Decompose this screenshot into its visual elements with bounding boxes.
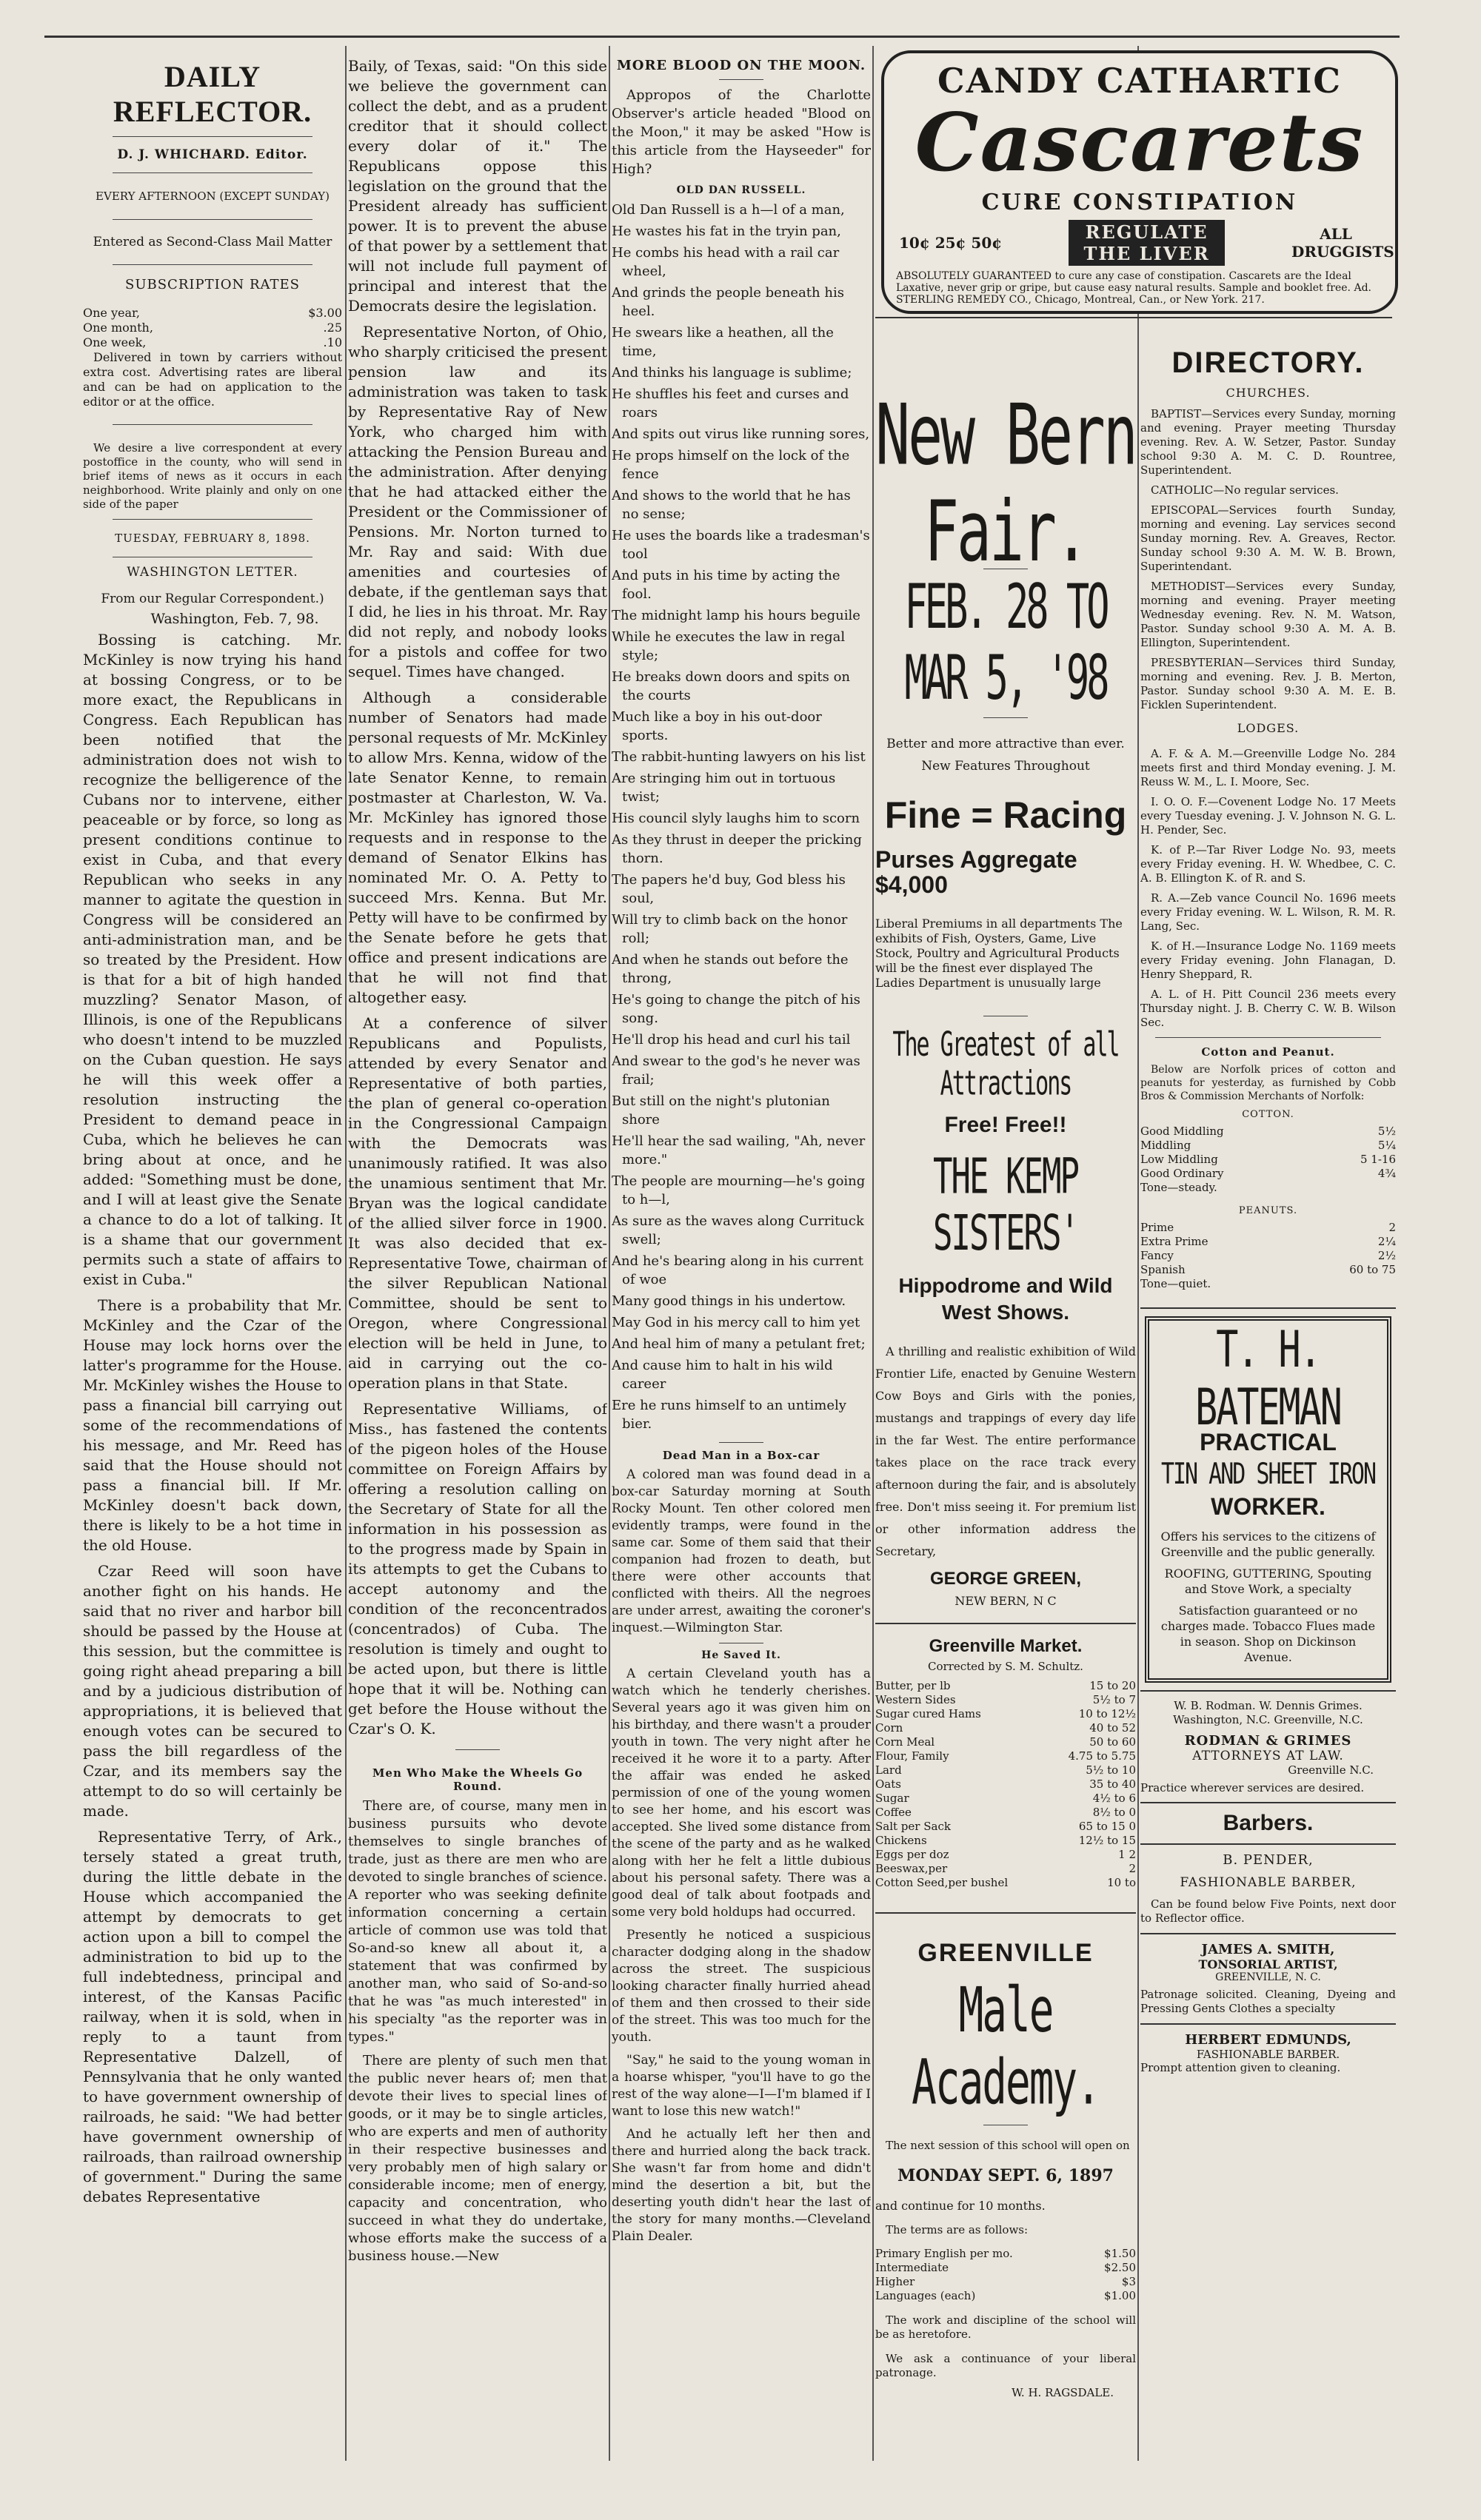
poem-line: But still on the night's plutonian shore bbox=[612, 1093, 830, 1127]
fair-attractions: The Greatest of all Attractions bbox=[892, 1025, 1119, 1104]
pender-text: Can be found below Five Points, next door to Reflector office. bbox=[1140, 1897, 1396, 1925]
fair-premiums: Liberal Premiums in all departments The exhibits of Fish, Oysters, Game, Live Stock, Poultry and Agricultural Products will be the finest ever displayed The Ladies Department is unusually large bbox=[875, 916, 1123, 990]
academy-sub: Male Academy. bbox=[912, 1974, 1100, 2119]
poem-line: He'll drop his head and curl his tail bbox=[612, 1032, 851, 1048]
bateman-roofing: ROOFING, GUTTERING, Spouting and Stove Work, a specialty bbox=[1164, 1566, 1372, 1596]
pender-name: B. PENDER, bbox=[1223, 1852, 1314, 1868]
market-row: Lard 5½ to 10 bbox=[875, 1763, 1136, 1777]
church-entry: BAPTIST—Services every Sunday, morning and evening. Prayer meeting Thursday evening. Rev. A. W. Setzer, Pastor. Sunday school 9:30 A. M. C. D. Rountree, Superintendent. bbox=[1140, 407, 1396, 477]
cotton-row: Low Middling 5 1-16 bbox=[1140, 1153, 1396, 1166]
moon-intro: Appropos of the Charlotte Observer's article headed "Blood on the Moon," it may be asked "How is this article from the Hayseeder" for High? bbox=[612, 87, 871, 177]
cotton-table bbox=[1140, 1125, 1396, 1195]
bateman-satisfaction: Satisfaction guaranteed or no charges made. Tobacco Flues made in season. Shop on Dickinson Avenue. bbox=[1160, 1604, 1376, 1664]
market-row: Salt per Sack 65 to 15 0 bbox=[875, 1820, 1136, 1833]
cascarets-guarantee: ABSOLUTELY GUARANTEED to cure any case of constipation. Cascarets are the Ideal Laxative, never grip or gripe, but cause easy natural results. Sample and booklet free. Ad. STERLING REMEDY CO., Chicago, Montreal, Can., or New York. 217. bbox=[896, 270, 1371, 306]
poem-line: He props himself on the lock of the fence bbox=[612, 448, 850, 482]
cascarets-druggists: ALL DRUGGISTS bbox=[1291, 225, 1394, 261]
fair-kemp: THE KEMP SISTERS' bbox=[933, 1148, 1078, 1262]
masthead-title: DAILY REFLECTOR. bbox=[113, 60, 312, 128]
fair-title: New Bern Fair. bbox=[875, 387, 1136, 581]
academy-rates bbox=[875, 2247, 1136, 2303]
academy-rate-row: Languages (each) $1.00 bbox=[875, 2289, 1136, 2302]
smith-name: JAMES A. SMITH, bbox=[1201, 1942, 1335, 1957]
market-row: Corn Meal 50 to 60 bbox=[875, 1735, 1136, 1749]
directory-title: DIRECTORY. bbox=[1171, 346, 1365, 379]
poem-line: As they thrust in deeper the pricking thorn. bbox=[612, 832, 862, 866]
peanut-row: Prime 2 bbox=[1140, 1221, 1396, 1234]
poem-line: He wastes his fat in the tryin pan, bbox=[612, 224, 841, 239]
poem-line: He combs his head with a rail car wheel, bbox=[612, 245, 840, 279]
rodman-names: W. B. Rodman. W. Dennis Grimes. Washington, N.C. Greenville, N.C. bbox=[1173, 1699, 1363, 1726]
poem-line: May God in his mercy call to him yet bbox=[612, 1315, 860, 1330]
church-entry: METHODIST—Services every Sunday, morning and evening. Prayer meeting Wednesday evening. Rev. N. M. Watson, Pastor. Sunday school 9:30 A. M. A. B. Ellington, Superintendent. bbox=[1140, 580, 1396, 649]
rates-note: Delivered in town by carriers without extra cost. Advertising rates are liberal and can be had on application to the editor or at the office. bbox=[83, 350, 342, 409]
saved-heading: He Saved It. bbox=[701, 1649, 781, 1661]
peanut-row: Tone—quiet. bbox=[1140, 1277, 1211, 1290]
cascarets-band: REGULATE THE LIVER bbox=[1069, 220, 1225, 266]
academy-rate-row: Primary English per mo. $1.50 bbox=[875, 2247, 1136, 2260]
fair-secretary: GEORGE GREEN, bbox=[929, 1569, 1082, 1589]
market-row: Sugar cured Hams 10 to 12½ bbox=[875, 1707, 1136, 1720]
washington-paragraph: Baily, of Texas, said: "On this side we believe the government can collect the debt, and as a prudent creditor that it should collect every dolar of it." The Republicans oppose this legislation on the ground that the President already has sufficient power. It is to prevent the abuse of that power by a settlement that will not include full payment of principal and interest that the Democrats desire the legislation. bbox=[348, 57, 607, 315]
poem-line: He swears like a heathen, all the time, bbox=[612, 325, 834, 359]
bateman-name: T. H. BATEMAN bbox=[1195, 1320, 1341, 1437]
column-1 bbox=[83, 46, 342, 2213]
lodge-entry: I. O. O. F.—Covenent Lodge No. 17 Meets every Tuesday evening. J. V. Johnson N. G. L. H. Pender, Sec. bbox=[1140, 795, 1396, 837]
poem-line: Many good things in his undertow. bbox=[612, 1293, 846, 1309]
poem-line: And swear to the god's he never was frail; bbox=[612, 1053, 860, 1088]
ad-separator bbox=[875, 317, 1392, 318]
poem-line: Are stringing him out in tortuous twist; bbox=[612, 771, 836, 805]
market-row: Corn 40 to 52 bbox=[875, 1721, 1136, 1735]
rodman-firm: RODMAN & GRIMES bbox=[1184, 1733, 1352, 1749]
washington-heading: WASHINGTON LETTER. bbox=[127, 565, 298, 580]
edmunds-title: FASHIONABLE BARBER. bbox=[1196, 2048, 1340, 2061]
lodge-entry: K. of P.—Tar River Lodge No. 93, meets every Friday evening. H. W. Whedbee, C. C. A. B. Ellington K. of R. and S. bbox=[1140, 843, 1396, 885]
boxcar-text: A colored man was found dead in a box-car Saturday morning at South Rocky Mount. Ten other colored men evidently tramps, were found in the same car. Some of them said that their companion had frozen to death, but there were other accounts that conflicted with theirs. All the negroes are under arrest, awaiting the coroner's inquest.—Wilmington Star. bbox=[612, 1467, 871, 1635]
market-row: Cotton Seed,per bushel 10 to bbox=[875, 1876, 1136, 1889]
poem-line: And puts in his time by acting the fool. bbox=[612, 568, 840, 602]
lodge-entry: K. of H.—Insurance Lodge No. 1169 meets every Friday evening. John Flanagan, D. Henry Sheppard, R. bbox=[1140, 939, 1396, 981]
poem-line: His council slyly laughs him to scorn bbox=[612, 811, 860, 826]
edmunds-name: HERBERT EDMUNDS, bbox=[1185, 2032, 1351, 2048]
washington-from: From our Regular Correspondent.) bbox=[101, 592, 324, 606]
academy-signed: W. H. RAGSDALE. bbox=[1012, 2386, 1114, 2399]
column-divider bbox=[609, 46, 610, 2461]
academy-discipline: The work and discipline of the school will be as heretofore. bbox=[875, 2313, 1136, 2341]
washington-paragraph: Czar Reed will soon have another fight on his hands. He said that no river and harbor bill should be passed by the House at this session, but the committee is going right ahead preparing a bill and by a judicious distribution of appropriations, it is believed that enough votes can be secured to pass the bill regardless of the Czar, and its members say the attempt to do so will certainly be made. bbox=[83, 1562, 342, 1820]
edmunds-text: Prompt attention given to cleaning. bbox=[1140, 2061, 1341, 2074]
masthead-entered: Entered as Second-Class Mail Matter bbox=[93, 235, 332, 249]
cascarets-top: CANDY CATHARTIC bbox=[937, 61, 1343, 101]
poem-line: He breaks down doors and spits on the courts bbox=[612, 669, 850, 703]
washington-paragraph: At a conference of silver Republicans and Populists, attended by every Senator and Representative of both parties, the plan of general co-operation in the Congressional Campaign with the Democrats was unanimously ratified. It was also the unamious sentiment that Mr. Bryan was the logical candidate of the allied silver force in 1900. It was also decided that ex-Representative Towe, chairman of the silver Republican National Committee, should be sent to Oregon, where Congressional election will be held in June, to aid in carrying out the co-operation plans in that State. bbox=[348, 1014, 607, 1392]
column-2 bbox=[348, 56, 607, 2271]
column-5 bbox=[1140, 333, 1396, 2081]
poem-line: Ere he runs himself to an untimely bier. bbox=[612, 1398, 846, 1432]
column-divider bbox=[345, 46, 347, 2461]
column-divider bbox=[872, 46, 874, 2461]
market-row: Eggs per doz 1 2 bbox=[875, 1848, 1136, 1861]
poem-line: He shuffles his feet and curses and roars bbox=[612, 386, 849, 420]
poem-line: Will try to climb back on the honor roll; bbox=[612, 912, 848, 946]
peanut-table bbox=[1140, 1221, 1396, 1291]
poem-line: The people are mourning—he's going to h—l, bbox=[612, 1173, 866, 1207]
masthead-editor: D. J. WHICHARD. Editor. bbox=[117, 147, 308, 162]
bateman-offers: Offers his services to the citizens of Greenville and the public generally. bbox=[1160, 1529, 1376, 1559]
cotton-row: Good Ordinary 4¾ bbox=[1140, 1167, 1396, 1180]
wheels-heading: Men Who Make the Wheels Go Round. bbox=[372, 1766, 584, 1793]
saved-paragraph: Presently he noticed a suspicious character dodging along in the shadow across the street. The suspicious looking character finally hurried ahead of them and then crossed to their side of the street. This was too much for the youth. bbox=[612, 1928, 871, 2045]
rates-heading: SUBSCRIPTION RATES bbox=[125, 277, 300, 292]
market-heading: Greenville Market. bbox=[929, 1636, 1083, 1656]
smith-place: GREENVILLE, N. C. bbox=[1215, 1971, 1321, 1983]
poem bbox=[612, 201, 871, 1433]
cotton-row: Good Middling 5½ bbox=[1140, 1125, 1396, 1138]
cascarets-cure: CURE CONSTIPATION bbox=[981, 190, 1298, 215]
moon-subheading: OLD DAN RUSSELL. bbox=[676, 184, 806, 196]
lodge-entry: A. F. & A. M.—Greenville Lodge No. 284 meets first and third Monday evening. J. M. Reuss W. M., L. I. Moore, Sec. bbox=[1140, 747, 1396, 788]
academy-date: MONDAY SEPT. 6, 1897 bbox=[897, 2166, 1114, 2185]
market-row: Chickens 12½ to 15 bbox=[875, 1834, 1136, 1847]
lodges-heading: LODGES. bbox=[1237, 721, 1300, 735]
market-row: Coffee 8½ to 0 bbox=[875, 1806, 1136, 1819]
cascarets-ad bbox=[881, 50, 1398, 314]
washington-paragraph: Representative Terry, of Ark., tersely stated a great truth, during the little debate in the House which accompanied the attempt by democrats to get action upon a bill to compel the administration to bid up to the full indebtedness, principal and interest, of the Kansas Pacific railway, when it is sold, when in reply to a taunt from Representative Dalzell, of Pennsylvania that he only wanted to have government ownership of railroads, he said: "We had better have government ownership of railroads, than railroad ownership of government." During the same debates Representative bbox=[83, 1828, 342, 2205]
saved-paragraph: And he actually left her then and there and hurried along the back track. She wasn't far from home and didn't mind the desertion a bit, but the deserting youth didn't hear the last of the story for many months.—Cleveland Plain Dealer. bbox=[612, 2127, 871, 2244]
peanut-row: Extra Prime 2¼ bbox=[1140, 1235, 1396, 1248]
churches-heading: CHURCHES. bbox=[1226, 386, 1311, 400]
cotton-row: Middling 5¼ bbox=[1140, 1139, 1396, 1152]
moon-heading: MORE BLOOD ON THE MOON. bbox=[616, 58, 866, 73]
poem-line: And cause him to halt in his wild career bbox=[612, 1358, 833, 1392]
cotton-heading: Cotton and Peanut. bbox=[1201, 1045, 1335, 1059]
academy-terms: The terms are as follows: bbox=[886, 2223, 1029, 2236]
fair-thrilling: A thrilling and realistic exhibition of Wild Frontier Life, enacted by Genuine Western Cow Boys and Girls with the ponies, mustangs and trappings of every day life in the far West. The entire performance takes place on the race track every afternoon during the fair, and is absolutely free. Don't miss seeing it. For premium list or other information address the Secretary, bbox=[875, 1344, 1136, 1558]
cascarets-name: Cascarets bbox=[915, 96, 1365, 190]
academy-session: The next session of this school will open on bbox=[886, 2139, 1130, 2152]
rate-row: One week, .10 bbox=[83, 335, 342, 349]
top-rule bbox=[44, 36, 1400, 38]
church-entry: CATHOLIC—No regular services. bbox=[1151, 483, 1339, 497]
cascarets-prices: 10¢ 25¢ 50¢ bbox=[899, 234, 1003, 252]
poem-line: As sure as the waves along Currituck swell; bbox=[612, 1213, 864, 1247]
fair-dates: FEB. 28 TO MAR 5, '98 bbox=[904, 572, 1107, 714]
smith-title: TONSORIAL ARTIST, bbox=[1198, 1957, 1338, 1971]
saved-paragraph: A certain Cleveland youth has a watch which he tenderly cherishes. Several years ago it was given him on his birthday, and there wasn't a prouder youth in town. The very night after he received it he wore it to a party. After the affair was ended he asked permission of one of the young women to see her home, and his escort was accepted. She lived some distance from the scene of the party and as he walked along with her he felt a little dubious about his personal safety. There was a good deal of talk about footpads and some very bold holdups had occurred. bbox=[612, 1666, 871, 1920]
poem-line: He's going to change the pitch of his song. bbox=[612, 992, 860, 1026]
peanut-row: Spanish 60 to 75 bbox=[1140, 1263, 1396, 1276]
peanut-row: Fancy 2½ bbox=[1140, 1249, 1396, 1262]
academy-name: GREENVILLE bbox=[917, 1939, 1094, 1967]
pender-title: FASHIONABLE BARBER, bbox=[1180, 1875, 1357, 1890]
correspondent-note: We desire a live correspondent at every postoffice in the county, who will send in brief items of news as it occurs in each neighborhood. Write plainly and only on one side of the paper bbox=[83, 441, 342, 511]
poem-line: He'll hear the sad wailing, "Ah, never more." bbox=[612, 1133, 866, 1167]
smith-text: Patronage solicited. Cleaning, Dyeing and Pressing Gents Clothes a specialty bbox=[1140, 1988, 1396, 2015]
lodge-entry: R. A.—Zeb vance Council No. 1696 meets every Friday evening. W. L. Wilson, R. M. R. Lang, Sec. bbox=[1140, 891, 1396, 933]
fair-purses: Purses Aggregate $4,000 bbox=[875, 846, 1077, 898]
washington-paragraph: Although a considerable number of Senators had made personal requests of Mr. McKinley to allow Mrs. Kenna, widow of the late Senator Kenne, to remain postmaster at Charleston, W. Va. Mr. McKinley has ignored those requests and in response to the demand of Senator Elkins has nominated Mr. O. A. Petty to succeed Mrs. Kenna. But Mr. Petty will have to be confirmed by the Senate before he gets that office and present indications are that he will not find that altogether easy. bbox=[348, 688, 607, 1006]
rate-row: One month, .25 bbox=[83, 321, 342, 335]
poem-line: Much like a boy in his out-door sports. bbox=[612, 709, 822, 743]
poem-line: And shows to the world that he has no sense; bbox=[612, 488, 851, 522]
poem-line: And he's bearing along in his current of woe bbox=[612, 1253, 863, 1287]
poem-line: And grinds the people beneath his heel. bbox=[612, 285, 844, 319]
poem-line: And when he stands out before the throng, bbox=[612, 952, 849, 986]
bateman-ad bbox=[1145, 1316, 1391, 1683]
poem-line: Old Dan Russell is a h—l of a man, bbox=[612, 202, 845, 218]
saved-paragraph: "Say," he said to the young woman in a hoarse whisper, "you'll have to go the rest of the way alone—I—I'm blamed if I want to lose this new watch!" bbox=[612, 2053, 871, 2119]
washington-paragraph: There is a probability that Mr. McKinley and the Czar of the House may lock horns over the latter's programme for the House. Mr. McKinley wishes the House to pass a financial bill carrying out some of the recommendations of his message, and Mr. Reed has said that the House should not pass a financial bill. If Mr. McKinley doesn't back down, there is likely to be a hot time in the old House. bbox=[83, 1296, 342, 1554]
rodman-place: Greenville N.C. bbox=[1288, 1763, 1374, 1777]
washington-paragraph: Representative Williams, of Miss., has fastened the contents of the pigeon holes of the House committee on Foreign Affairs by offering a resolution calling on the Secretary of State for all the information in his possession as to the progress made by Spain in its attempts to get the Cubans to accept autonomy and the condition of the reconcentrados (concentrados) of Cuba. The resolution is timely and ought to be acted upon, but there is little hope that it will be. Nothing can get before the House without the Czar's O. K. bbox=[348, 1400, 607, 1737]
market-corrected: Corrected by S. M. Schultz. bbox=[928, 1660, 1083, 1673]
market-row: Flour, Family 4.75 to 5.75 bbox=[875, 1749, 1136, 1763]
lodge-entry: A. L. of H. Pitt Council 236 meets every Thursday night. J. B. Cherry C. W. B. Wilson Sec. bbox=[1140, 988, 1396, 1029]
poem-line: While he executes the law in regal style; bbox=[612, 629, 846, 663]
market-table bbox=[875, 1679, 1136, 1890]
poem-line: He uses the boards like a tradesman's tool bbox=[612, 528, 870, 562]
fair-place: NEW BERN, N C bbox=[955, 1594, 1057, 1608]
academy-patronage: We ask a continuance of your liberal patronage. bbox=[875, 2352, 1136, 2379]
issue-date: TUESDAY, FEBRUARY 8, 1898. bbox=[115, 532, 310, 545]
market-row: Oats 35 to 40 bbox=[875, 1777, 1136, 1791]
washington-paragraph: Representative Norton, of Ohio, who sharply criticised the present pension law and its administration was taken to task by Representative Ray of New York, who charged him with attacking the Pension Bureau and the administration. After denying that he had attacked either the President or the Commissioner of Pensions. Mr. Norton turned to Mr. Ray and said: With due amenities and courtesies of debate, if the gentleman says that I did, he lies in his throat. Mr. Ray did not reply, and nobody looks for a pistols and coffee for two sequel. Times have changed. bbox=[348, 323, 607, 680]
market-row: Beeswax,per 2 bbox=[875, 1862, 1136, 1875]
bateman-tin: TIN AND SHEET IRON bbox=[1160, 1457, 1376, 1492]
wheels-paragraph: There are plenty of such men that the public never hears of; men that devote their lives to special lines of goods, or it may be to single articles, who are experts and men of authority in their respective businesses and very probably men of high salary or considerable income; men of energy, capacity and concentration, who succeed in what they do undertake, whose efforts make the success of a business house.—New bbox=[348, 2053, 607, 2264]
cotton-note: Below are Norfolk prices of cotton and peanuts for yesterday, as furnished by Cobb Bros & Commission Merchants of Norfolk: bbox=[1140, 1064, 1396, 1102]
market-row: Sugar 4½ to 6 bbox=[875, 1792, 1136, 1805]
church-entry: EPISCOPAL—Services fourth Sunday, morning and evening. Lay services second Sunday morning. Rev. A. Greaves, Rector. Sunday school 9:30 A. M. W. B. Brown, Superintendant. bbox=[1140, 503, 1396, 573]
academy-rate-row: Intermediate $2.50 bbox=[875, 2261, 1136, 2274]
fair-better: Better and more attractive than ever. New Features Throughout bbox=[886, 737, 1125, 774]
fair-racing: Fine = Racing bbox=[884, 794, 1127, 836]
poem-line: And heal him of many a petulant fret; bbox=[612, 1336, 866, 1352]
barbers-heading: Barbers. bbox=[1223, 1811, 1314, 1835]
poem-line: And spits out virus like running sores, bbox=[612, 426, 870, 442]
academy-months: and continue for 10 months. bbox=[875, 2199, 1046, 2213]
bateman-practical: PRACTICAL bbox=[1200, 1429, 1337, 1455]
column-4 bbox=[875, 333, 1136, 2399]
poem-line: And thinks his language is sublime; bbox=[612, 365, 852, 381]
cotton-subheading: COTTON. bbox=[1242, 1109, 1294, 1120]
wheels-paragraph: There are, of course, many men in business pursuits who devote themselves to single branches of trade, just as there are men who are devoted to single branches of science. A reporter who was seeking definite information concerning a certain article of common use was told that So-and-so knew all about it, a statement that was confirmed by another man, who said of So-and-so that he was "as much interested" in his specialty "as the reporter was in types." bbox=[348, 1798, 607, 2045]
church-entry: PRESBYTERIAN—Services third Sunday, morning and evening. Rev. J. B. Merton, Pastor. Sunday school 9:30 A. M. E. B. Ficklen Superintendent. bbox=[1140, 656, 1396, 711]
rodman-practice: Practice wherever services are desired. bbox=[1140, 1781, 1365, 1795]
market-row: Western Sides 5½ to 7 bbox=[875, 1693, 1136, 1706]
market-row: Butter, per lb 15 to 20 bbox=[875, 1679, 1136, 1692]
cotton-row: Tone—steady. bbox=[1140, 1181, 1217, 1194]
boxcar-heading: Dead Man in a Box-car bbox=[662, 1449, 820, 1462]
fair-hippodrome: Hippodrome and Wild West Shows. bbox=[898, 1274, 1113, 1324]
washington-paragraph: Bossing is catching. Mr. McKinley is now trying his hand at bossing Congress, or to be more exact, the Republicans in Congress. Each Republican has been notified that the administration does not wish to recognize the belligerence of the Cubans nor to intervene, either peaceable or by force, so long as present conditions continue to exist in Cuba, and that every Republican who seeks in any manner to agitate the question in Congress will be considered an anti-administration man, and be so treated by the President. How is that for a bit of high handed muzzling? Senator Mason, of Illinois, is one of the Republicans who doesn't intend to be muzzled on the Cuban question. He says he will this week offer a resolution instructing the President to demand peace in Cuba, which he believes he can bring about at once, and he added: "Something must be done, and I will at least give the Senate a chance to do a lot of talking. It is a shame that our government permits such a state of affairs to exist in Cuba." bbox=[83, 631, 342, 1288]
masthead-schedule: EVERY AFTERNOON (EXCEPT SUNDAY) bbox=[96, 190, 330, 203]
poem-line: The midnight lamp his hours beguile bbox=[612, 608, 860, 623]
poem-line: The rabbit-hunting lawyers on his list bbox=[612, 749, 866, 765]
rodman-title: ATTORNEYS AT LAW. bbox=[1192, 1749, 1344, 1763]
bateman-worker: WORKER. bbox=[1211, 1493, 1325, 1520]
rate-row: One year, $3.00 bbox=[83, 306, 342, 320]
washington-dateline: Washington, Feb. 7, 98. bbox=[150, 611, 319, 627]
fair-free: Free! Free!! bbox=[944, 1113, 1067, 1137]
column-divider bbox=[1137, 46, 1139, 2461]
peanut-subheading: PEANUTS. bbox=[1238, 1205, 1298, 1216]
poem-line: The papers he'd buy, God bless his soul, bbox=[612, 872, 846, 906]
academy-rate-row: Higher $3 bbox=[875, 2275, 1136, 2288]
rates-table bbox=[83, 306, 342, 350]
column-3 bbox=[612, 52, 871, 2251]
